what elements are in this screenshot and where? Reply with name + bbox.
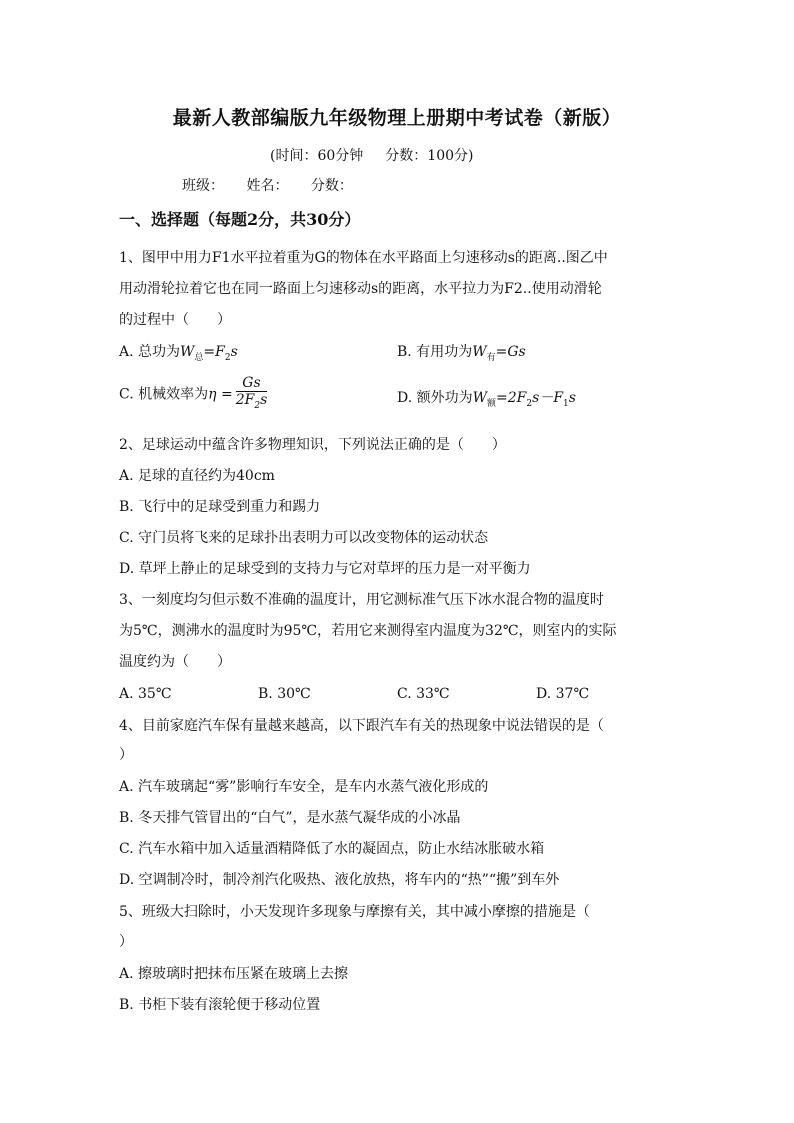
question-1-line-2: 用动滑轮拉着它也在同一路面上匀速移动s的距离，水平拉力为F2..使用动滑轮 bbox=[119, 281, 602, 297]
student-info bbox=[182, 176, 371, 196]
question-3-option-c: C. 33℃ bbox=[397, 686, 450, 702]
question-2-stem: 2、足球运动中蕴含许多物理知识，下列说法正确的是（ ） bbox=[119, 437, 506, 453]
exam-title: 最新人教部编版九年级物理上册期中考试卷（新版） bbox=[172, 107, 622, 129]
section-heading: 一、选择题（每题2分，共30分） bbox=[119, 210, 361, 229]
name-label: 姓名： bbox=[246, 178, 289, 194]
question-2-option-d: D. 草坪上静止的足球受到的支持力与它对草坪的压力是一对平衡力 bbox=[119, 561, 531, 577]
exam-meta bbox=[270, 146, 473, 166]
question-3-line-3: 温度约为（ ） bbox=[119, 654, 231, 670]
score-label: 分数： bbox=[310, 178, 353, 194]
question-2-option-c: C. 守门员将飞来的足球扑出表明力可以改变物体的运动状态 bbox=[119, 530, 489, 546]
question-2-option-a: A. 足球的直径约为40cm bbox=[119, 468, 275, 484]
question-5-line-1: 5、班级大扫除时，小天发现许多现象与摩擦有关，其中减小摩擦的措施是（ bbox=[119, 904, 590, 920]
question-1-option-a: A. 总功为$W_总=F_2s$ bbox=[119, 344, 238, 363]
question-4-line-1: 4、目前家庭汽车保有量越来越高，以下跟汽车有关的热现象中说法错误的是（ bbox=[119, 718, 604, 734]
efficiency-fraction: $\frac{Gs}{2F_2s}$ bbox=[235, 375, 268, 411]
question-5-option-a: A. 擦玻璃时把抹布压紧在玻璃上去擦 bbox=[119, 966, 349, 982]
question-3-option-b: B. 30℃ bbox=[258, 686, 311, 702]
exam-total-score: 分数：100分) bbox=[385, 148, 474, 164]
question-1-option-d: D. 额外功为$W_额=2F_2s-F_1s$ bbox=[397, 390, 576, 409]
question-2-option-b: B. 飞行中的足球受到重力和踢力 bbox=[119, 499, 321, 515]
question-1-option-c: C. 机械效率为η = $\frac{Gs}{2F_2s}$ bbox=[119, 375, 267, 414]
question-1-line-1: 1、图甲中用力F1水平拉着重为G的物体在水平路面上匀速移动s的距离..图乙中 bbox=[119, 250, 608, 266]
question-3-option-a: A. 35℃ bbox=[119, 686, 172, 702]
question-4-option-d: D. 空调制冷时，制冷剂汽化吸热、液化放热，将车内的“热”“搬”到车外 bbox=[119, 872, 560, 888]
question-5-line-2: ） bbox=[119, 934, 133, 950]
question-1-option-b: B. 有用功为$W_有=Gs$ bbox=[397, 344, 526, 363]
question-4-option-b: B. 冬天排气管冒出的“白气”，是水蒸气凝华成的小冰晶 bbox=[119, 810, 461, 826]
question-5-option-b: B. 书柜下装有滚轮便于移动位置 bbox=[119, 997, 321, 1013]
exam-time: (时间：60分钟 bbox=[270, 148, 364, 164]
question-3-option-d: D. 37℃ bbox=[536, 686, 590, 702]
class-label: 班级： bbox=[182, 178, 224, 194]
question-3-line-1: 3、一刻度均匀但示数不准确的温度计，用它测标准气压下冰水混合物的温度时 bbox=[119, 592, 604, 608]
question-4-option-c: C. 汽车水箱中加入适量酒精降低了水的凝固点，防止水结冰胀破水箱 bbox=[119, 841, 545, 857]
question-1-line-3: 的过程中（ ） bbox=[119, 312, 231, 328]
question-4-line-2: ） bbox=[119, 747, 133, 763]
question-4-option-a: A. 汽车玻璃起“雾”影响行车安全，是车内水蒸气液化形成的 bbox=[119, 779, 489, 795]
question-3-line-2: 为5℃，测沸水的温度时为95℃，若用它来测得室内温度为32℃，则室内的实际 bbox=[119, 623, 617, 639]
